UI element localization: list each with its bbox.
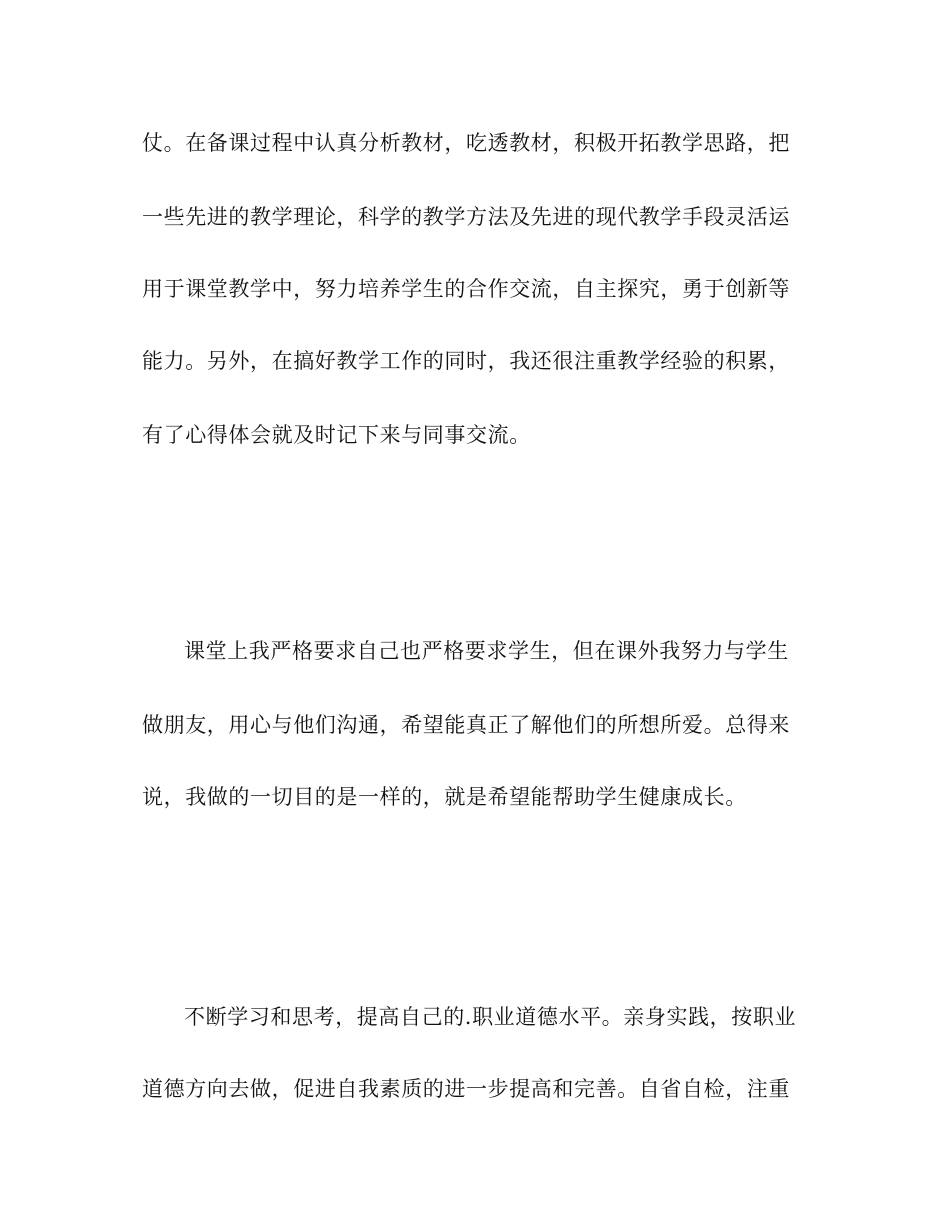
paragraph-line: 不断学习和思考，提高自己的.职业道德水平。亲身实践，按职业 (184, 1005, 797, 1029)
paragraph-line: 仗。在备课过程中认真分析教材，吃透教材，积极开拓教学思路，把 (142, 131, 790, 155)
paragraph-line: 一些先进的教学理论，科学的教学方法及先进的现代教学手段灵活运 (142, 205, 790, 229)
paragraph-line: 能力。另外，在搞好教学工作的同时，我还很注重教学经验的积累， (142, 349, 790, 373)
paragraph-line: 课堂上我严格要求自己也严格要求学生，但在课外我努力与学生 (184, 639, 789, 663)
paragraph-line: 做朋友，用心与他们沟通，希望能真正了解他们的所想所爱。总得来 (142, 713, 790, 737)
paragraph-line: 用于课堂教学中，努力培养学生的合作交流，自主探究，勇于创新等 (142, 277, 790, 301)
paragraph-line: 说，我做的一切目的是一样的，就是希望能帮助学生健康成长。 (142, 785, 747, 809)
paragraph-line: 有了心得体会就及时记下来与同事交流。 (142, 423, 531, 447)
paragraph-line: 道德方向去做，促进自我素质的进一步提高和完善。自省自检，注重 (142, 1077, 790, 1101)
